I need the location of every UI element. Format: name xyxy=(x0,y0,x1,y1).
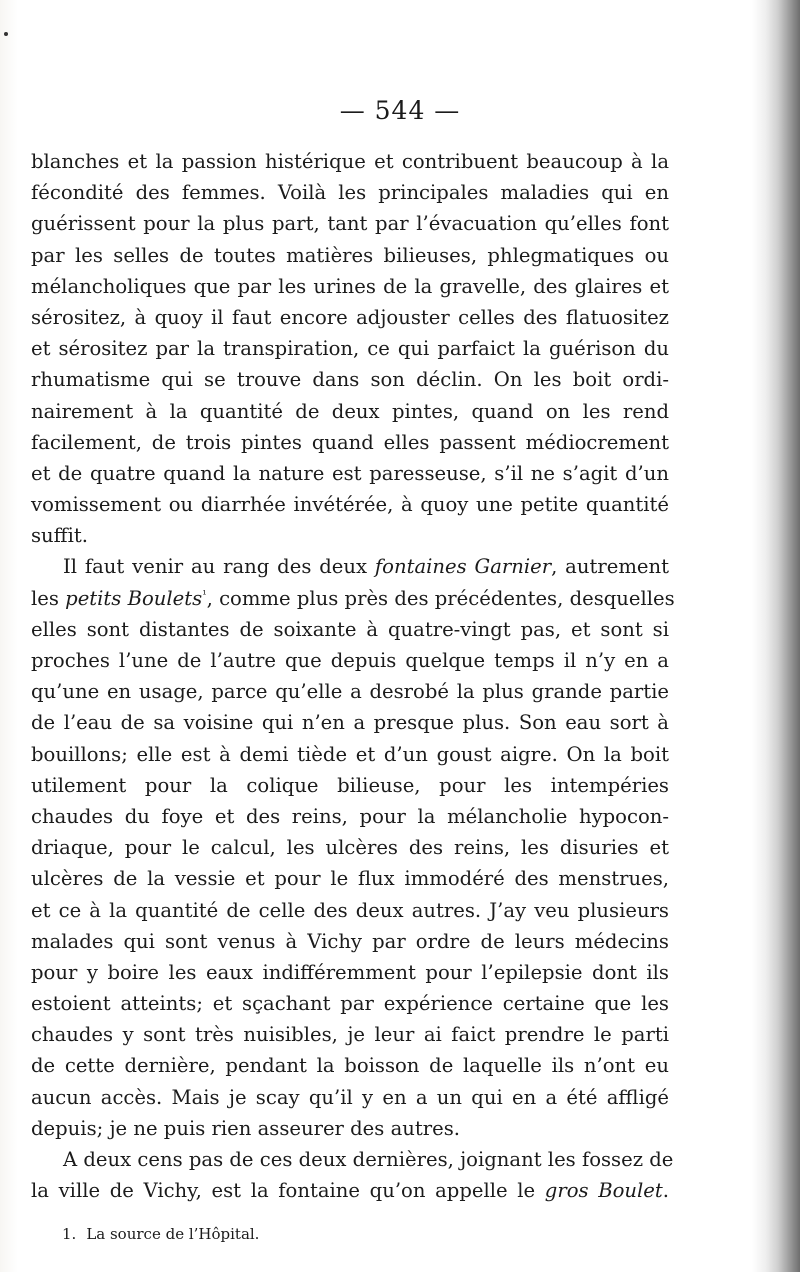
text-line: Il faut venir au rang des deux fontaines Garnier, autrement xyxy=(63,555,669,579)
text-line: nairement à la quantité de deux pintes, quand on les rend xyxy=(31,399,669,423)
text-line: depuis; je ne puis rien asseurer des autres. xyxy=(31,1116,460,1140)
text-line: blanches et la passion histérique et contribuent beaucoup à la xyxy=(31,150,669,173)
text-line: utilement pour la colique bilieuse, pour les intempéries xyxy=(31,773,669,797)
text-line: et sérositez par la transpiration, ce qui parfaict la guérison du xyxy=(31,337,669,361)
text-line: chaudes du foye et des reins, pour la mélancholie hypocon- xyxy=(31,804,669,828)
page-number: — 544 — xyxy=(339,96,461,125)
text-line: estoient atteints; et sçachant par expérience certaine que les xyxy=(31,992,669,1016)
text-line: la ville de Vichy, est la fontaine qu’on appelle le gros Boulet. xyxy=(31,1179,669,1203)
text-line: et de quatre quand la nature est paresseuse, s’il ne s’agit d’un xyxy=(31,461,669,485)
italic-term: fontaines Garnier xyxy=(374,555,552,579)
text-line: aucun accès. Mais je scay qu’il y en a un qui en a été affligé xyxy=(31,1085,669,1109)
text-line: pour y boire les eaux indifféremment pour l’epilepsie dont ils xyxy=(31,960,669,984)
text-line: elles sont distantes de soixante à quatre-vingt pas, et sont si xyxy=(31,617,669,641)
footnote-reference: ¹ xyxy=(202,587,207,601)
text-line: driaque, pour le calcul, les ulcères des reins, les disuries et xyxy=(31,836,669,860)
text-line: guérissent pour la plus part, tant par l’évacuation qu’elles font xyxy=(31,212,669,236)
footnote xyxy=(62,1224,259,1244)
text-line: malades qui sont venus à Vichy par ordre de leurs médecins xyxy=(31,929,669,953)
text-line: proches l’une de l’autre que depuis quelque temps il n’y en a xyxy=(31,649,669,672)
text-line: de l’eau de sa voisine qui n’en a presque plus. Son eau sort à xyxy=(31,711,669,735)
text-line: mélancholiques que par les urines de la gravelle, des glaires et xyxy=(31,274,669,298)
body-text xyxy=(31,146,675,1206)
text-line: fécondité des femmes. Voilà les principales maladies qui en xyxy=(31,181,669,205)
text-line: ulcères de la vessie et pour le flux immodéré des menstrues, xyxy=(31,867,669,891)
footnote-number: 1. xyxy=(62,1225,77,1243)
text-line: rhumatisme qui se trouve dans son déclin. On les boit ordi- xyxy=(31,368,669,392)
italic-term: petits Boulets xyxy=(65,586,203,610)
text-line: chaudes y sont très nuisibles, je leur ai faict prendre le parti xyxy=(31,1023,669,1047)
footnote-text: La source de l’Hôpital. xyxy=(86,1225,260,1243)
italic-term: gros Boulet xyxy=(544,1179,663,1203)
text-line: qu’une en usage, parce qu’elle a desrobé la plus grande partie xyxy=(31,680,669,704)
text-line: vomissement ou diarrhée invétérée, à quoy une petite quantité xyxy=(31,493,669,517)
text-line: suffit. xyxy=(31,524,88,548)
text-line: bouillons; elle est à demi tiède et d’un goust aigre. On la boit xyxy=(31,742,669,766)
text-line: facilement, de trois pintes quand elles passent médiocrement xyxy=(31,430,669,454)
text-line: de cette dernière, pendant la boisson de laquelle ils n’ont eu xyxy=(31,1054,669,1078)
text-line: A deux cens pas de ces deux dernières, joignant les fossez de xyxy=(63,1148,674,1171)
text-line: par les selles de toutes matières bilieuses, phlegmatiques ou xyxy=(31,243,669,267)
text-line: les petits Boulets$^{^1}$, comme plus près des précédentes, desquelles xyxy=(31,586,675,610)
text-line: et ce à la quantité de celle des deux autres. J’ay veu plusieurs xyxy=(31,898,669,922)
text-line: sérositez, à quoy il faut encore adjouster celles des flatuositez xyxy=(31,305,669,329)
margin-dot xyxy=(4,32,8,36)
